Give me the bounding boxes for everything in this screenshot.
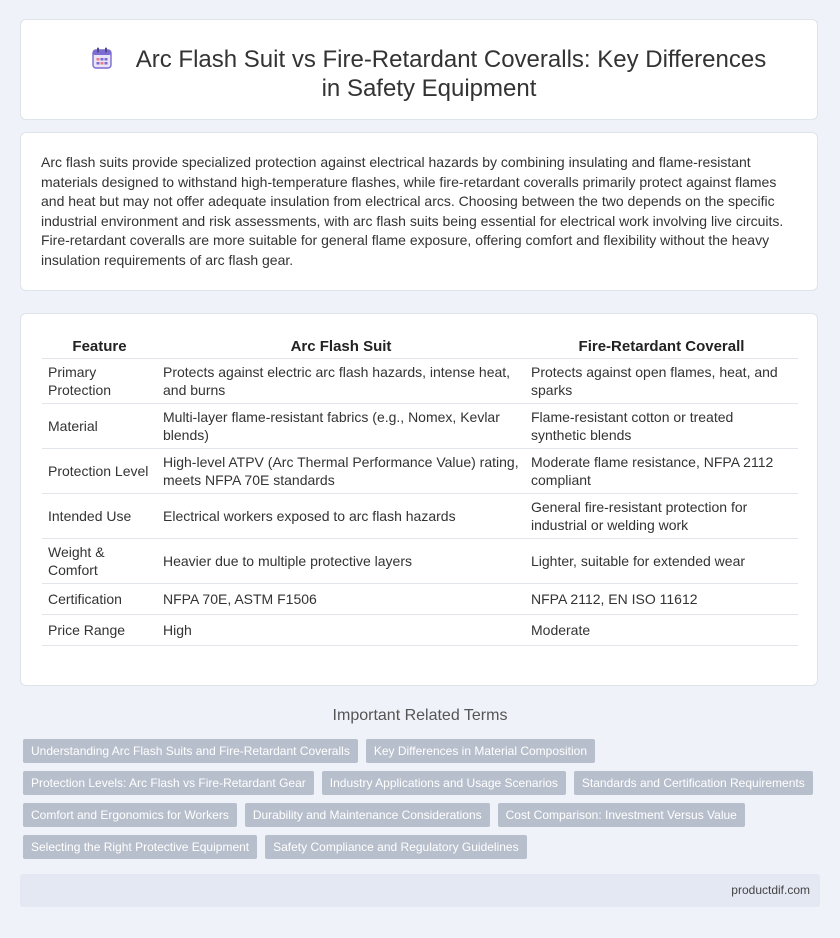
table-row <box>42 359 798 404</box>
intro-card <box>20 132 818 291</box>
table-header-fire-retardant-coverall: Fire-Retardant Coverall <box>525 334 798 359</box>
table-row <box>42 494 798 539</box>
table-cell: High-level ATPV (Arc Thermal Performance Value) rating, meets NFPA 70E standards <box>157 449 525 494</box>
table-row <box>42 404 798 449</box>
related-term-tag[interactable]: Cost Comparison: Investment Versus Value <box>498 803 745 827</box>
comparison-table <box>42 334 798 646</box>
related-terms-list <box>23 739 813 867</box>
related-term-tag[interactable]: Safety Compliance and Regulatory Guidelines <box>265 835 526 859</box>
calendar-icon <box>92 47 112 69</box>
related-term-tag[interactable]: Protection Levels: Arc Flash vs Fire-Retardant Gear <box>23 771 314 795</box>
related-term-tag[interactable]: Selecting the Right Protective Equipment <box>23 835 257 859</box>
table-row <box>42 615 798 646</box>
related-term-tag[interactable]: Durability and Maintenance Considerations <box>245 803 490 827</box>
table-cell: Protects against electric arc flash hazards, intense heat, and burns <box>157 359 525 404</box>
table-header-feature: Feature <box>42 334 157 359</box>
table-cell: Intended Use <box>42 494 157 539</box>
related-term-tag[interactable]: Industry Applications and Usage Scenarios <box>322 771 566 795</box>
tag-row <box>23 835 813 859</box>
related-term-tag[interactable]: Standards and Certification Requirements <box>574 771 813 795</box>
table-cell: NFPA 2112, EN ISO 11612 <box>525 584 798 615</box>
header-card <box>20 19 818 120</box>
table-cell: Heavier due to multiple protective layers <box>157 539 525 584</box>
table-cell: Certification <box>42 584 157 615</box>
table-row <box>42 449 798 494</box>
page-title: Arc Flash Suit vs Fire-Retardant Coveralls: Key Differences in Safety Equipment <box>135 46 767 102</box>
intro-paragraph: Arc flash suits provide specialized protection against electrical hazards by combining insulating and flame-resistant materials designed to withstand high-temperature flashes, while fire-retardant coveralls primarily protect against flames and heat but may not offer adequate insulation from electrical arcs. Choosing between the two depends on the specific industrial environment and risk assessments, with arc flash suits being essential for electrical work involving live circuits. Fire-retardant coveralls are more suitable for general flame exposure, offering comfort and flexibility without the heavy insulation requirements of arc flash gear. <box>41 154 784 268</box>
table-header-arc-flash-suit: Arc Flash Suit <box>157 334 525 359</box>
table-cell: Weight & Comfort <box>42 539 157 584</box>
table-cell: Price Range <box>42 615 157 646</box>
footer-site-link[interactable]: productdif.com <box>731 883 810 897</box>
table-row <box>42 539 798 584</box>
table-cell: Primary Protection <box>42 359 157 404</box>
table-cell: Moderate flame resistance, NFPA 2112 compliant <box>525 449 798 494</box>
table-cell: Multi-layer flame-resistant fabrics (e.g., Nomex, Kevlar blends) <box>157 404 525 449</box>
tag-row <box>23 739 813 763</box>
table-cell: Flame-resistant cotton or treated synthetic blends <box>525 404 798 449</box>
related-term-tag[interactable]: Understanding Arc Flash Suits and Fire-Retardant Coveralls <box>23 739 358 763</box>
table-cell: Lighter, suitable for extended wear <box>525 539 798 584</box>
comparison-table-card <box>20 313 818 686</box>
table-cell: Material <box>42 404 157 449</box>
table-cell: Electrical workers exposed to arc flash hazards <box>157 494 525 539</box>
table-row <box>42 584 798 615</box>
table-cell: Protects against open flames, heat, and sparks <box>525 359 798 404</box>
table-cell: High <box>157 615 525 646</box>
footer <box>20 874 820 907</box>
table-header-row <box>42 334 798 359</box>
page-title-wrap <box>81 45 777 103</box>
table-cell: General fire-resistant protection for industrial or welding work <box>525 494 798 539</box>
tag-row <box>23 803 813 827</box>
related-term-tag[interactable]: Comfort and Ergonomics for Workers <box>23 803 237 827</box>
related-terms-title: Important Related Terms <box>332 707 508 724</box>
table-cell: Moderate <box>525 615 798 646</box>
table-cell: NFPA 70E, ASTM F1506 <box>157 584 525 615</box>
related-term-tag[interactable]: Key Differences in Material Composition <box>366 739 595 763</box>
tag-row <box>23 771 813 795</box>
table-cell: Protection Level <box>42 449 157 494</box>
